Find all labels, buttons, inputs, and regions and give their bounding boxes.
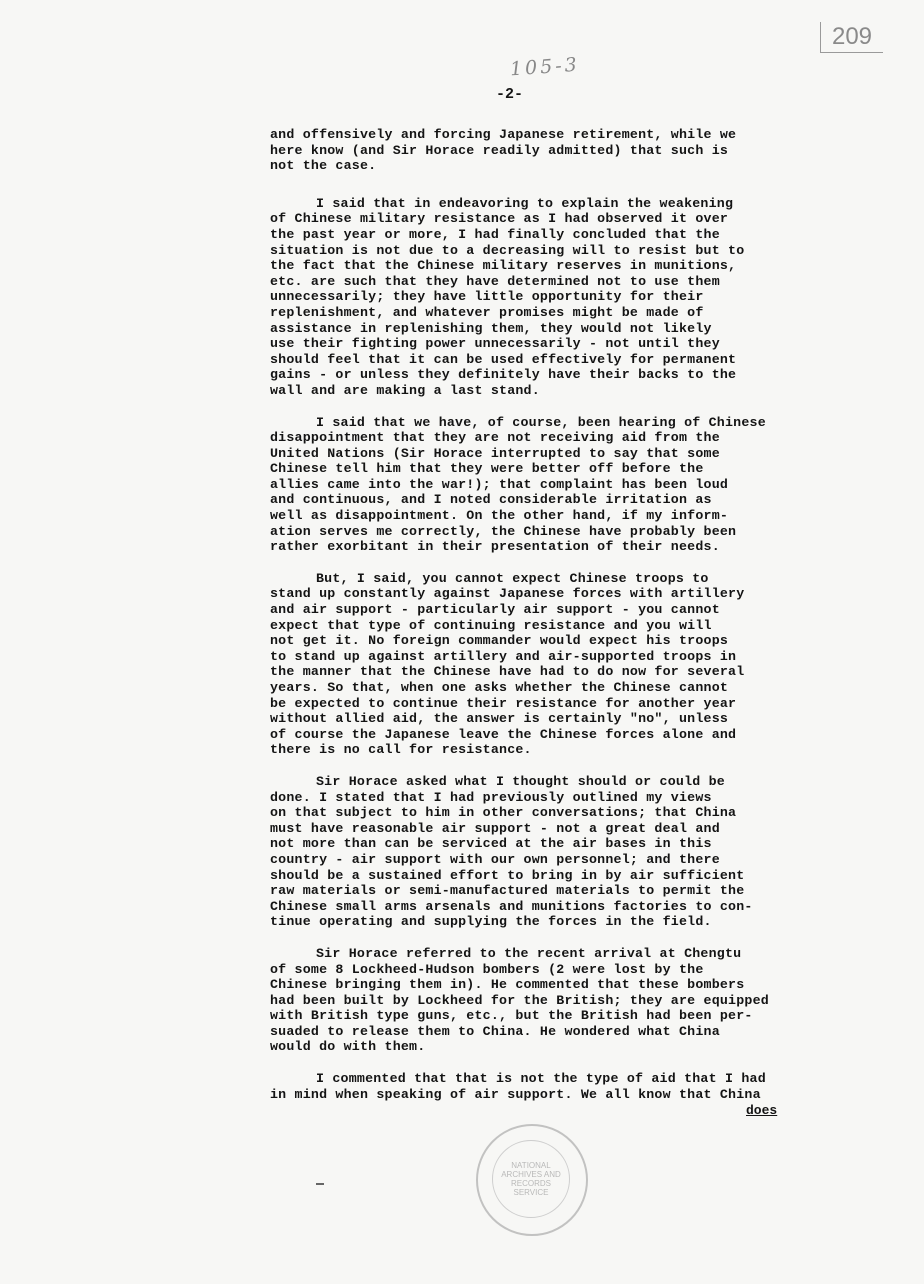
- document-body: [270, 127, 790, 1118]
- text-line: I said that we have, of course, been hearing of Chinese: [316, 414, 766, 430]
- text-line: the fact that the Chinese military reserves in munitions,: [270, 258, 737, 274]
- text-line: on that subject to him in other conversations; that China: [270, 805, 737, 821]
- text-line: assistance in replenishing them, they would not likely: [270, 320, 712, 336]
- text-line: well as disappointment. On the other hand, if my inform-: [270, 508, 729, 524]
- text-line: situation is not due to a decreasing will to resist but to: [270, 242, 745, 258]
- archive-page-stamp: 209: [820, 22, 883, 53]
- text-line: of some 8 Lockheed-Hudson bombers (2 were lost by the: [270, 961, 704, 977]
- text-line: of Chinese military resistance as I had observed it over: [270, 211, 729, 227]
- paragraph: [270, 774, 790, 930]
- text-line: use their fighting power unnecessarily - not until they: [270, 336, 720, 352]
- text-line: Sir Horace asked what I thought should or could be: [316, 773, 725, 789]
- text-line: United Nations (Sir Horace interrupted to say that some: [270, 445, 720, 461]
- text-line: and air support - particularly air support - you cannot: [270, 602, 720, 618]
- text-line: etc. are such that they have determined not to use them: [270, 273, 720, 289]
- text-line: ation serves me correctly, the Chinese have probably been: [270, 523, 737, 539]
- text-line: and continuous, and I noted considerable irritation as: [270, 492, 712, 508]
- text-line: the past year or more, I had finally concluded that the: [270, 226, 720, 242]
- text-line: tinue operating and supplying the forces in the field.: [270, 914, 712, 930]
- text-line: gains - or unless they definitely have their backs to the: [270, 367, 737, 383]
- text-line: done. I stated that I had previously outlined my views: [270, 789, 712, 805]
- paragraph: [270, 415, 790, 555]
- text-line: wall and are making a last stand.: [270, 382, 540, 398]
- text-line: suaded to release them to China. He wondered what China: [270, 1023, 720, 1039]
- text-line: should be a sustained effort to bring in by air sufficient: [270, 867, 745, 883]
- page-number: -2-: [496, 86, 524, 103]
- text-line: must have reasonable air support - not a great deal and: [270, 820, 720, 836]
- text-line: I said that in endeavoring to explain the weakening: [316, 195, 734, 211]
- text-line: replenishment, and whatever promises might be made of: [270, 304, 704, 320]
- text-line: disappointment that they are not receiving aid from the: [270, 430, 720, 446]
- text-line: the manner that the Chinese have had to do now for several: [270, 664, 745, 680]
- paragraph: [270, 571, 790, 758]
- text-line: here know (and Sir Horace readily admitted) that such is: [270, 142, 729, 158]
- text-line: in mind when speaking of air support. We all know that China: [270, 1086, 761, 1102]
- text-line: there is no call for resistance.: [270, 742, 532, 758]
- seal-line: SERVICE: [513, 1188, 549, 1197]
- text-line: rather exorbitant in their presentation of their needs.: [270, 539, 720, 555]
- text-line: with British type guns, etc., but the British had been per-: [270, 1008, 753, 1024]
- seal-line: NATIONAL: [511, 1161, 551, 1170]
- margin-mark: [316, 1183, 324, 1185]
- text-line: without allied aid, the answer is certainly "no", unless: [270, 711, 729, 727]
- text-line: not more than can be serviced at the air bases in this: [270, 836, 712, 852]
- paragraph: [270, 127, 790, 174]
- text-line: Chinese bringing them in). He commented that these bombers: [270, 977, 745, 993]
- text-line: be expected to continue their resistance for another year: [270, 695, 737, 711]
- text-line: Sir Horace referred to the recent arrival at Chengtu: [316, 945, 742, 961]
- archives-seal: [476, 1124, 588, 1236]
- text-line: had been built by Lockheed for the British; they are equipped: [270, 992, 769, 1008]
- text-line: But, I said, you cannot expect Chinese troops to: [316, 570, 709, 586]
- text-line: not the case.: [270, 158, 377, 174]
- text-line: of course the Japanese leave the Chinese forces alone and: [270, 726, 737, 742]
- text-line: stand up constantly against Japanese forces with artillery: [270, 586, 745, 602]
- text-line: to stand up against artillery and air-supported troops in: [270, 648, 737, 664]
- paragraph: [270, 196, 790, 399]
- text-line: I commented that that is not the type of aid that I had: [316, 1071, 766, 1087]
- text-line: unnecessarily; they have little opportunity for their: [270, 289, 704, 305]
- paragraph: [270, 1071, 790, 1102]
- text-line: raw materials or semi-manufactured materials to permit the: [270, 883, 745, 899]
- text-line: Chinese small arms arsenals and munitions factories to con-: [270, 898, 753, 914]
- text-line: years. So that, when one asks whether the Chinese cannot: [270, 680, 729, 695]
- catchword: does: [746, 1103, 778, 1118]
- text-line: allies came into the war!); that complaint has been loud: [270, 476, 729, 492]
- text-line: country - air support with our own personnel; and there: [270, 851, 720, 867]
- text-line: would do with them.: [270, 1039, 426, 1055]
- text-line: should feel that it can be used effectively for permanent: [270, 351, 737, 367]
- text-line: Chinese tell him that they were better off before the: [270, 461, 704, 477]
- seal-line: RECORDS: [510, 1179, 551, 1188]
- seal-line: ARCHIVES AND: [501, 1170, 561, 1179]
- archives-seal-text: [492, 1140, 570, 1218]
- text-line: expect that type of continuing resistance and you will: [270, 617, 712, 633]
- handwritten-note: 105-3: [509, 53, 581, 81]
- text-line: and offensively and forcing Japanese retirement, while we: [270, 127, 737, 142]
- paragraph: [270, 946, 790, 1055]
- text-line: not get it. No foreign commander would expect his troops: [270, 633, 729, 649]
